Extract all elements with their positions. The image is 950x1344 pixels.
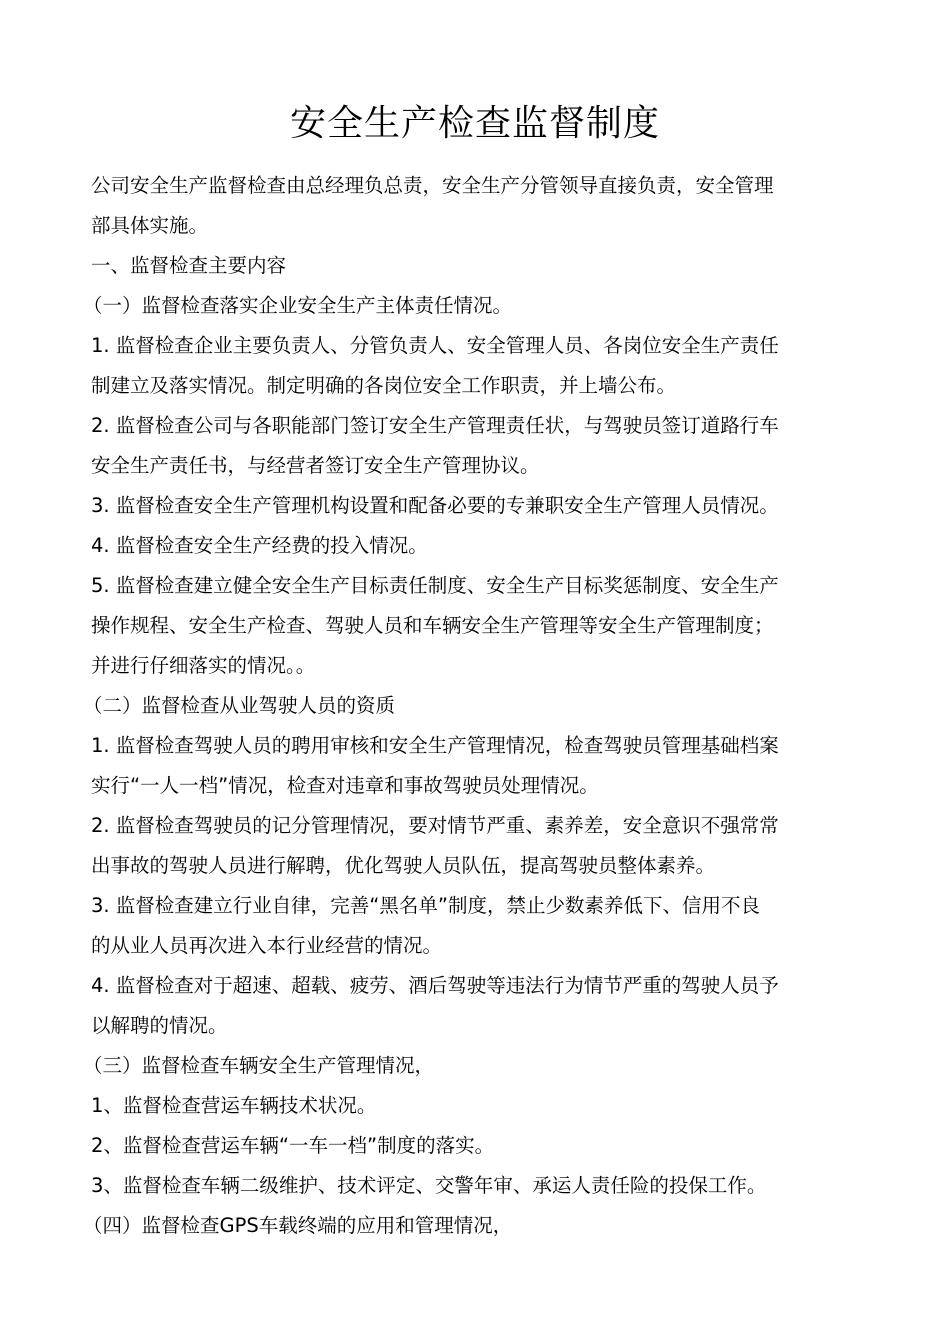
- list-item-line: 3、监督检查车辆二级维护、技术评定、交警年审、承运人责任险的投保工作。: [91, 1174, 767, 1197]
- list-item-line: 4. 监督检查安全生产经费的投入情况。: [91, 534, 428, 557]
- list-item-line: 1. 监督检查驾驶人员的聘用审核和安全生产管理情况，检查驾驶员管理基础档案: [91, 734, 779, 757]
- list-item-line: 操作规程、安全生产检查、驾驶人员和车辆安全生产管理等安全生产管理制度；: [91, 614, 774, 637]
- list-item-line: 并进行仔细落实的情况。。: [91, 654, 316, 677]
- subsection-heading: （三）监督检查车辆安全生产管理情况，: [83, 1054, 435, 1077]
- list-item-line: 实行“一人一档”情况，检查对违章和事故驾驶员处理情况。: [91, 774, 599, 797]
- subsection-heading: （四）监督检查GPS车载终端的应用和管理情况，: [83, 1214, 513, 1237]
- list-item-line: 2. 监督检查公司与各职能部门签订安全生产管理责任状，与驾驶员签订道路行车: [91, 414, 779, 437]
- list-item-line: 制建立及落实情况。制定明确的各岗位安全工作职责，并上墙公布。: [91, 374, 677, 397]
- list-item-line: 2、监督检查营运车辆“一车一档”制度的落实。: [91, 1134, 495, 1157]
- list-item-line: 3. 监督检查建立行业自律，完善“黑名单”制度，禁止少数素养低下、信用不良: [91, 894, 761, 917]
- list-item-line: 1. 监督检查企业主要负责人、分管负责人、安全管理人员、各岗位安全生产责任: [91, 334, 779, 357]
- list-item-line: 安全生产责任书，与经营者签订安全生产管理协议。: [91, 454, 540, 477]
- list-item-line: 2. 监督检查驾驶员的记分管理情况，要对情节严重、素养差，安全意识不强常常: [91, 814, 779, 837]
- section-heading: 一、监督检查主要内容: [91, 254, 287, 277]
- document-title: 安全生产检查监督制度: [289, 103, 660, 144]
- list-item-line: 以解聘的情况。: [91, 1014, 228, 1037]
- paragraph-line: 公司安全生产监督检查由总经理负总责，安全生产分管领导直接负责，安全管理: [91, 174, 774, 197]
- document-body: [83, 166, 861, 1246]
- list-item-line: 4. 监督检查对于超速、超载、疲劳、酒后驾驶等违法行为情节严重的驾驶人员予: [91, 974, 779, 997]
- subsection-heading: （二）监督检查从业驾驶人员的资质: [83, 694, 396, 717]
- list-item-line: 的从业人员再次进入本行业经营的情况。: [91, 934, 443, 957]
- paragraph-line: 部具体实施。: [91, 214, 209, 237]
- list-item-line: 5. 监督检查建立健全安全生产目标责任制度、安全生产目标奖惩制度、安全生产: [91, 574, 779, 597]
- list-item-line: 1、监督检查营运车辆技术状况。: [91, 1094, 377, 1117]
- list-item-line: 出事故的驾驶人员进行解聘，优化驾驶人员队伍，提高驾驶员整体素养。: [91, 854, 716, 877]
- list-item-line: 3. 监督检查安全生产管理机构设置和配备必要的专兼职安全生产管理人员情况。: [91, 494, 779, 517]
- subsection-heading: （一）监督检查落实企业安全生产主体责任情况。: [83, 294, 513, 317]
